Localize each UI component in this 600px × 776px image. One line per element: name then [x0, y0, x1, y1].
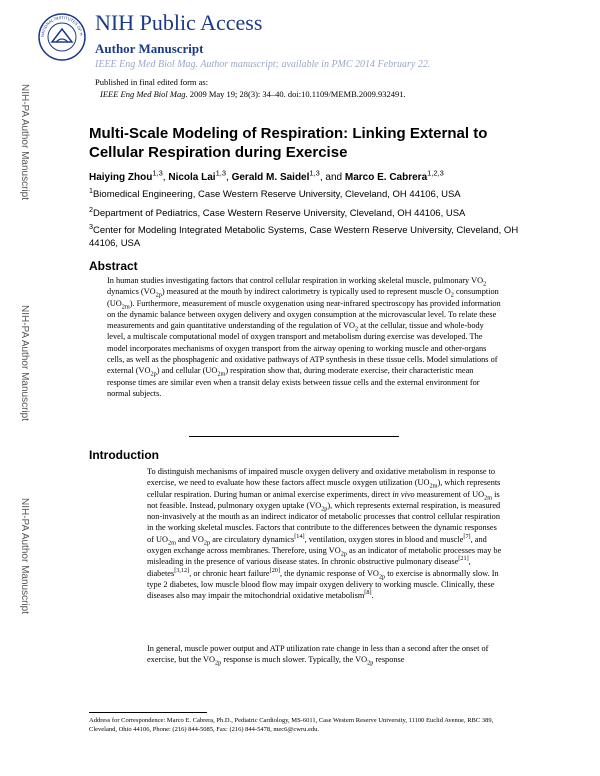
- affiliation-3: $^3$Center for Modeling Integrated Metabolic Systems, Case Western Reserve University, Cleveland, OH 44106, USA: [89, 222, 519, 249]
- header-subtitle: Author Manuscript: [95, 41, 204, 56]
- publication-citation: [100, 89, 406, 99]
- abstract-heading: Abstract: [89, 259, 138, 273]
- author-3: Gerald M. Saidel$^{1,3}$, and: [231, 168, 345, 183]
- svg-text:NATIONAL INSTITUTES OF HEALTH: NATIONAL INSTITUTES OF H: [39, 14, 84, 38]
- intro-paragraph-1: To distinguish mechanisms of impaired muscle oxygen delivery and oxidative metabolism in response to exercise, we need to evaluate how these factors affect muscle oxygen utilization $(UO_{2m})$, which represents cellular respiration. During human or animal exercise experiments, direct in vivo measurement of $UO_{2m}$ is not feasible. Instead, pulmonary oxygen uptake $(VO_{2p})$, which represents external respiration, is measured non-invasively at the mouth as an indirect indicator of metabolic processes that control cellular respiration in the working skeletal muscles. Factors that contribute to the differences between the dynamic responses of $UO_{2m}$ and $VO_{2p}$ are circulatory dynamics[14], ventilation, oxygen stores in blood and muscle[7], and oxygen exchange across membranes. Therefore, using $VO_{2p}$ as an indicator of metabolic processes may be misleading in the presence of various disease states. In chronic obstructive pulmonary disease[21], diabetes[3,12], or chronic heart failure[20], the dynamic response of $VO_{2p}$ to exercise is abnormally slow. In type 2 diabetes, low muscle blood flow may impair oxygen delivery to working muscle. Clinically, these diseases also may impair the mitochondrial oxidative metabolism[8].: [147, 467, 502, 601]
- journal-name: IEEE Eng Med Biol Mag: [100, 89, 186, 99]
- introduction-heading: Introduction: [89, 448, 159, 462]
- affiliation-2: $^2$Department of Pediatrics, Case Western Reserve University, Cleveland, OH 44106, USA: [89, 205, 466, 219]
- author-4: Marco E. Cabrera$^{1,2,3}$: [344, 168, 444, 183]
- affiliation-1: $^1$Biomedical Engineering, Case Western Reserve University, Cleveland, OH 44106, USA: [89, 186, 461, 200]
- citation-rest: . 2009 May 19; 28(3): 34–40. doi:10.1109/MEMB.2009.932491.: [185, 89, 406, 99]
- section-divider: [189, 436, 399, 437]
- author-list: [89, 168, 444, 183]
- published-label: Published in final edited form as:: [95, 77, 209, 87]
- footnote-divider: [89, 712, 207, 713]
- side-label-bottom: NIH-PA Author Manuscript: [19, 498, 30, 614]
- header-citation: IEEE Eng Med Biol Mag. Author manuscript; available in PMC 2014 February 22.: [95, 59, 431, 70]
- correspondence-footnote: Address for Correspondence: Marco E. Cabrera, Ph.D., Pediatric Cardiology, MS-6011, Case Western Reserve University, 11100 Euclid Avenue, RBC 389, Cleveland, Ohio 44106, Phone: (216) 844-5085, Fax: (216) 844-5478, mec6@cwru.edu.: [89, 717, 494, 733]
- nih-seal-logo: [37, 12, 87, 62]
- side-label-middle: NIH-PA Author Manuscript: [19, 305, 30, 421]
- paper-title: Multi-Scale Modeling of Respiration: Linking External to Cellular Respiration during Exercise: [89, 125, 488, 161]
- header-title: NIH Public Access: [95, 10, 263, 35]
- author-1: Haiying Zhou$^{1,3}$,: [89, 168, 169, 183]
- abstract-text: In human studies investigating factors that control cellular respiration in working skeletal muscle, pulmonary $VO_2$ dynamics $(VO_{2p})$ measured at the mouth by indirect calorimetry is typically used to represent muscle $O_2$ consumption $(UO_{2m})$. Furthermore, measurement of muscle oxygenation using near-infrared spectroscopy has provided information on the dynamic balance between oxygen delivery and oxygen consumption at the microvascular level. To relate these measurements and gain quantitative understanding of the regulation of $VO_2$ at the cellular, tissue and whole-body level, a multiscale computational model of oxygen transport and metabolism during exercise was developed. The model incorporates mechanisms of oxygen transport from the airway opening to working muscle and other-organs cells, as well as the phosphagenic and oxidative pathways of ATP synthesis in these tissue cells. Model simulations of external $(VO_{2p})$ and cellular $(UO_{2m})$ respiration show that, during moderate exercise, their characteristic mean response times are similar even when a transit delay exists between tissue cells and the external environment for normal subjects.: [107, 276, 501, 398]
- side-label-top: NIH-PA Author Manuscript: [19, 84, 30, 200]
- author-2: Nicola Lai$^{1,3}$,: [168, 168, 232, 183]
- intro-paragraph-2: In general, muscle power output and ATP utilization rate change in less than a second after the onset of exercise, but the $VO_{2p}$ response is much slower. Typically, the $VO_{2p}$ response: [147, 644, 489, 667]
